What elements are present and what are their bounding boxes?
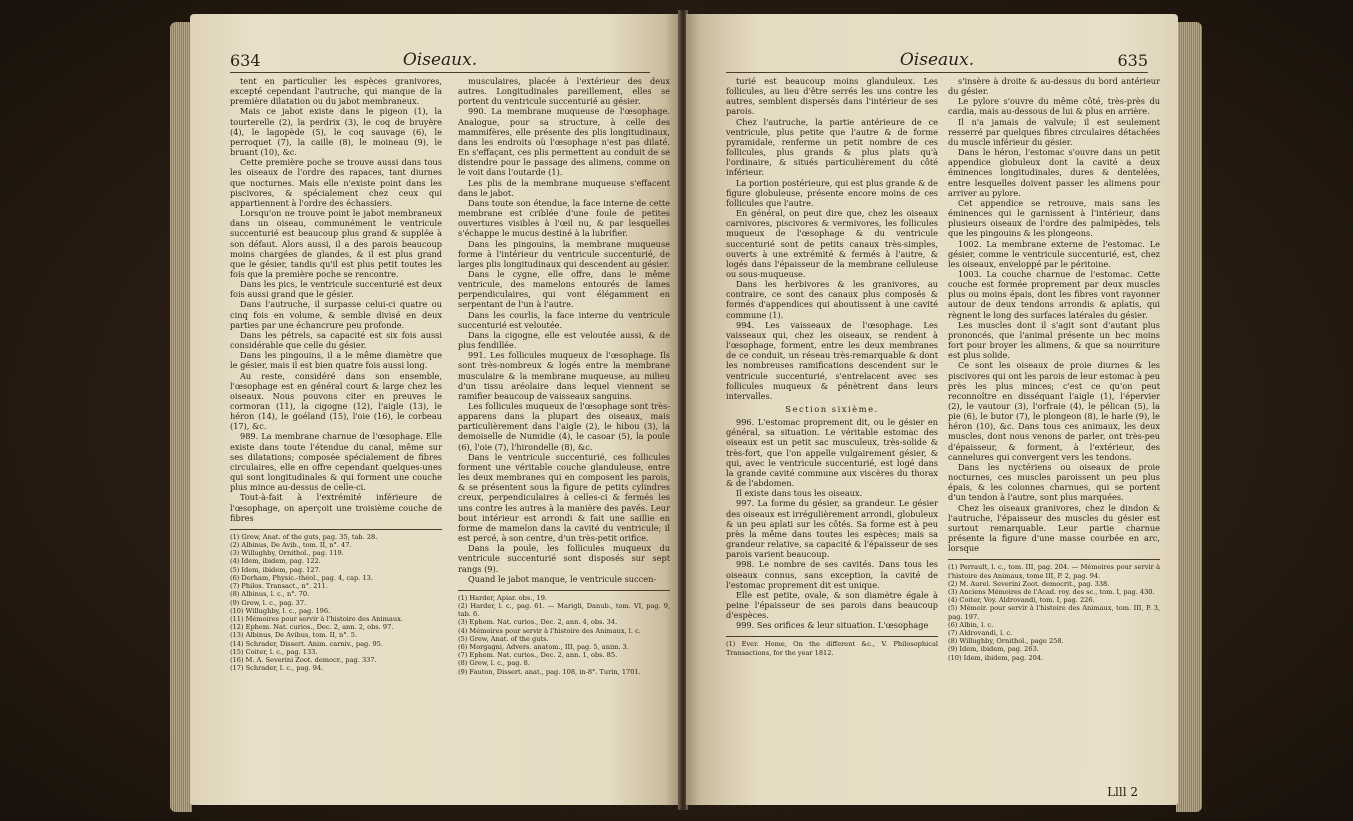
paragraph: Les plis de la membrane muqueuse s'effacent dans le jabot. bbox=[458, 177, 670, 198]
footnote: (10) Idem, ibidem, pag. 204. bbox=[948, 653, 1044, 662]
paragraph: Dans toute son étendue, la face interne de cette membrane est criblée d'une foule de petites ouvertures visibles à l'œil nu, & par lesquelles s'échappe le mucus destiné à la lubrifier. bbox=[458, 197, 670, 239]
paragraph: Elle est petite, ovale, & son diamètre égale à peine l'épaisseur de ses parois dans beaucoup d'espèces. bbox=[726, 589, 938, 621]
footnote: (1) Perrault, l. c., tom. III, pag. 204. — Mémoires pour servir à l'histoire des Animaux, tome III, P. 2, pag. 94. bbox=[948, 563, 1160, 580]
footnote: (7) Aldrovandi, l. c. bbox=[948, 628, 1013, 637]
footnote: (1) Harder, Apiar. obs., 19. bbox=[458, 593, 548, 602]
paragraph: Chez l'autruche, la partie antérieure de ce ventricule, plus petite que l'autre & de forme pyramidale, renferme un petit nombre de ces follicules, plus grands & plus plats qu'à l'ordinaire, & situés particulièrement du côté inférieur. bbox=[726, 116, 938, 178]
footnote: (12) Ephem. Nat. curios., Dec. 2, ann. 2, obs. 97. bbox=[230, 623, 394, 632]
running-title: Oiseaux. bbox=[402, 50, 478, 70]
left-page-edges bbox=[170, 22, 192, 812]
paragraph: En général, on peut dire que, chez les oiseaux carnivores, piscivores & vermivores, les follicules muqueux de l'œsophage & du ventricule succenturié sont de petits canaux très-simples, ouverts à une extrémité & fermés à l'autre, & logés dans l'épaisseur de la membrane celluleuse ou sous-muqueuse. bbox=[726, 208, 938, 279]
footnote: (6) Albin, l. c. bbox=[948, 620, 994, 629]
footnote: (2) Albinus, De Avib., tom. II, n°. 47. bbox=[230, 541, 352, 550]
footnote: (6) Derham, Physic.-théol., pag. 4, cap. 13. bbox=[230, 573, 373, 582]
footnote: (3) Anciens Mémoires de l'Acad. roy. des sc., tom. I, pag. 430. bbox=[948, 587, 1155, 596]
paragraph: musculaires, placée à l'extérieur des deux autres. Longitudinales pareillement, elles se portent du ventricule succenturié au gésier. bbox=[458, 76, 670, 107]
paragraph: Cet appendice se retrouve, mais sans les éminences qui le garnissent à l'intérieur, dans plusieurs oiseaux de l'ordre des palmipèdes, tels que les pingouins & les plongeons. bbox=[948, 197, 1160, 239]
section-heading: Section sixième. bbox=[785, 404, 879, 414]
footnote: (8) Willughby, Ornithol., page 258. bbox=[948, 637, 1064, 646]
footnotes bbox=[230, 529, 442, 672]
footnote: (15) Coiter, l. c., pag. 133. bbox=[230, 647, 318, 656]
footnote: (10) Willughby, l. c., pag. 196. bbox=[230, 606, 331, 615]
left-column-2 bbox=[458, 76, 670, 785]
paragraph: 994. Les vaisseaux de l'œsophage. Les vaisseaux qui, chez les oiseaux, se rendent à l'œsophage, forment, entre les deux membranes de ce conduit, un réseau très-remarquable & dont les nombreuses ramifications descendent sur le ventricule succenturié, s'entrelacent avec ses follicules muqueux & pénètrent dans leurs intervalles. bbox=[726, 319, 938, 401]
footnote: (8) Albinus, l. c., n°. 70. bbox=[230, 590, 310, 599]
right-page bbox=[686, 14, 1178, 805]
footnote: (9) Idem, ibidem, pag. 263. bbox=[948, 645, 1039, 654]
footnote: (3) Ephem. Nat. curios., Dec. 2, ann. 4, obs. 34. bbox=[458, 618, 618, 627]
paragraph: Dans les pétrels, sa capacité est six fois aussi considérable que celle du gésier. bbox=[230, 329, 442, 351]
footnote: (5) Grew, Anat. of the guts. bbox=[458, 634, 549, 643]
right-column-2 bbox=[948, 76, 1160, 785]
paragraph: turié est beaucoup moins glanduleux. Les follicules, au lieu d'être serrés les uns contre les autres, semblent dispersés dans l'intérieur de ses parois. bbox=[726, 76, 938, 117]
footnote: (16) M. A. Severini Zoot. democr., pag. 337. bbox=[230, 655, 377, 664]
paragraph: Dans les nyctériens ou oiseaux de proie nocturnes, ces muscles paroissent un peu plus épais, & les colonnes charnues, qui se portent d'un tendon à l'autre, sont plus marquées. bbox=[948, 461, 1160, 503]
footnote: (9) Grew, l. c., pag. 37. bbox=[230, 598, 307, 607]
paragraph: 997. La forme du gésier, sa grandeur. Le gésier des oiseaux est irrégulièrement arrondi, globuleux & un peu aplati sur les côtés. Sa forme est à peu près la même dans toutes les espèces; mais sa grandeur relative, sa capacité & l'épaisseur de ses parois varient beaucoup. bbox=[726, 498, 938, 560]
paragraph: Les muscles dont il s'agit sont d'autant plus prononcés, que l'animal présente un bec moins fort pour broyer les alimens, & que sa nourriture est plus solide. bbox=[948, 319, 1160, 361]
footnote: (4) Idem, ibidem, pag. 122. bbox=[230, 557, 321, 566]
footnotes bbox=[948, 559, 1160, 661]
paragraph: Dans les pingouins, il a le même diamètre que le gésier, mais il est bien quatre fois aussi long. bbox=[230, 350, 442, 371]
paragraph: Dans le ventricule succenturié, ces follicules forment une véritable couche glanduleuse, entre les deux membranes qui en composent les parois, & se présentent sous la figure de petits cylindres creux, perpendiculaires à celles-ci & fermés les uns contre les autres à la manière des pavés. Leur bout intérieur est arrondi & fait une saillie en forme de mamelon dans la cavité du ventricule; il est percé, à son centre, d'un très-petit orifice. bbox=[458, 451, 670, 544]
paragraph: 1003. La couche charnue de l'estomac. Cette couche est formée proprement par deux muscles plus ou moins épais, dont les fibres vont rayonner autour de deux tendons arrondis & aplatis, qui règnent le long des surfaces latérales du gésier. bbox=[948, 268, 1160, 320]
footnote: (4) Mémoires pour servir à l'histoire des Animaux, l. c. bbox=[458, 626, 641, 635]
footnote: (1) Ever. Home, On the different &c., V. Philosophical Transactions, for the year 1812. bbox=[726, 640, 938, 657]
paragraph: Cette première poche se trouve aussi dans tous les oiseaux de l'ordre des rapaces, tant diurnes que nocturnes. Mais elle n'existe point dans les piscivores, & spécialement chez ceux qui appartiennent à l'ordre des échassiers. bbox=[230, 157, 442, 208]
footnote: (6) Morgagni, Advers. anatom., III, pag. 5, anim. 3. bbox=[458, 643, 629, 652]
footnote: (2) M. Aurel. Severini Zoot. democrit., pag. 338. bbox=[948, 579, 1110, 588]
paragraph: Dans les herbivores & les granivores, au contraire, ce sont des canaux plus composés & formés d'appendices qui aboutissent à une cavité commune (1). bbox=[726, 279, 938, 320]
left-page-header bbox=[230, 50, 650, 73]
paragraph: Tout-à-fait à l'extrémité inférieure de l'œsophage, on aperçoit une troisième couche de fibres bbox=[230, 492, 442, 523]
footnote: (4) Coiter, Voy. Aldrovandi, tom. I, pag. 226. bbox=[948, 596, 1095, 605]
signature-mark: Llll 2 bbox=[1107, 785, 1138, 799]
paragraph: Dans l'autruche, il surpasse celui-ci quatre ou cinq fois en volume, & semble divisé en deux parties par une échancrure peu profonde. bbox=[230, 299, 442, 330]
left-column-1 bbox=[230, 76, 442, 785]
page-number: 634 bbox=[230, 51, 261, 70]
paragraph: Dans les pingouins, la membrane muqueuse forme à l'intérieur du ventricule succenturié, de larges plis longitudinaux qui descendent au gésier. bbox=[458, 238, 670, 269]
footnote: (5) Idem, ibidem, pag. 127. bbox=[230, 565, 321, 574]
paragraph: Ce sont les oiseaux de proie diurnes & les piscivores qui ont les parois de leur estomac à peu près les plus minces; c'est ce qu'on peut reconnoître en disséquant l'aigle (1), l'épervier (2), le vautour (3), l'orfraie (4), le pélican (5), la pie (6), le butor (7), le plongeon (8), le harle (9), le héron (10), &c. Dans tous ces animaux, les deux muscles, dont nous venons de parler, ont très-peu d'épaisseur, & forment, à l'extérieur, des cannelures qui convergent vers les tendons. bbox=[948, 360, 1160, 462]
footnote: (17) Schrader, l. c., pag. 94. bbox=[230, 664, 324, 673]
footnote: (1) Grew, Anat. of the guts, pag. 35, tab. 28. bbox=[230, 532, 378, 541]
footnote: (14) Schrader, Dissert. Anim. carniv., pag. 95. bbox=[230, 639, 383, 648]
paragraph: 990. La membrane muqueuse de l'œsophage. Analogue, pour sa structure, à celle des mammifères, elle présente des plis longitudinaux, dans les endroits où l'œsophage n'est pas dilaté. En s'effaçant, ces plis permettent au conduit de se distendre pour le passage des alimens, comme on le voit dans l'outarde (1). bbox=[458, 106, 670, 178]
footnote: (9) Fauton, Dissert. anat., pag. 108, in-8°. Turin, 1701. bbox=[458, 667, 641, 676]
paragraph: 996. L'estomac proprement dit, ou le gésier en général, sa situation. Le véritable estomac des oiseaux est un petit sac musculeux, très-solide & très-fort, que l'on appelle vulgairement gésier, & qui, avec le ventricule succenturié, est logé dans la grande cavité commune aux viscères du thorax & de l'abdomen. bbox=[726, 417, 938, 489]
paragraph: Dans le cygne, elle offre, dans le même ventricule, des mamelons entourés de lames perpendiculaires, qui vont élégamment en serpentant de l'un à l'autre. bbox=[458, 268, 670, 310]
paragraph: Chez les oiseaux granivores, chez le dindon & l'autruche, l'épaisseur des muscles du gésier est surtout remarquable. Leur partie charnue présente la figure d'une masse courbée en arc, lorsque bbox=[948, 502, 1160, 554]
footnote: (3) Willughby, Ornithol., pag. 119. bbox=[230, 549, 344, 558]
footnote: (13) Albinus, De Avibus, tom. II, n°. 5. bbox=[230, 631, 358, 640]
paragraph: Dans la cigogne, elle est veloutée aussi, & de plus fendillée. bbox=[458, 329, 670, 351]
paragraph: Il n'a jamais de valvule; il est seulement resserré par quelques fibres circulaires détachées du muscle inférieur du gésier. bbox=[948, 116, 1160, 147]
paragraph: tent en particulier les espèces granivores, excepté cependant l'autruche, qui manque de la première dilatation ou du jabot membraneux. bbox=[230, 76, 442, 107]
footnotes bbox=[458, 590, 670, 676]
paragraph: Il existe dans tous les oiseaux. bbox=[736, 488, 863, 499]
running-title: Oiseaux. bbox=[899, 50, 975, 70]
paragraph: Dans le héron, l'estomac s'ouvre dans un petit appendice globuleux dont la cavité a deux éminences longitudinales, dures & dentelées, entre lesquelles doivent passer les alimens pour arriver au pylore. bbox=[948, 147, 1160, 198]
footnote: (5) Mémoir. pour servir à l'histoire des Animaux, tom. III, P. 3, pag. 197. bbox=[948, 604, 1160, 621]
paragraph: La portion postérieure, qui est plus grande & de figure globuleuse, présente encore moins de ces follicules que l'autre. bbox=[726, 177, 938, 208]
right-page-edges bbox=[1176, 22, 1202, 812]
page-number: 635 bbox=[1117, 51, 1148, 70]
footnotes bbox=[726, 636, 938, 656]
paragraph: s'insère à droite & au-dessus du bord antérieur du gésier. bbox=[948, 76, 1160, 97]
right-page-header bbox=[726, 50, 1148, 73]
left-page bbox=[190, 14, 680, 805]
paragraph: Dans les courlis, la face interne du ventricule succenturié est veloutée. bbox=[458, 309, 670, 330]
right-column-1 bbox=[726, 76, 938, 785]
footnote: (11) Mémoires pour servir à l'histoire des Animaux. bbox=[230, 614, 403, 623]
footnote: (7) Philos. Transact., n°. 211. bbox=[230, 582, 328, 591]
paragraph: Lorsqu'on ne trouve point le jabot membraneux dans un oiseau, communément le ventricule succenturié est beaucoup plus grand & supplée à son défaut. Alors aussi, il a des parois beaucoup moins chargées de glandes, & il est plus grand que le gésier, tandis qu'il est plus petit toutes les fois que la première poche se rencontre. bbox=[230, 208, 442, 279]
paragraph: Dans la poule, les follicules muqueux du ventricule succenturié sont disposés sur sept rangs (9). bbox=[458, 543, 670, 574]
paragraph: 999. Ses orifices & leur situation. L'œsophage bbox=[736, 620, 929, 631]
paragraph: 1002. La membrane externe de l'estomac. Le gésier, comme le ventricule succenturié, est, chez les oiseaux, enveloppé par le péritoine. bbox=[948, 238, 1160, 269]
footnote: (2) Harder, l. c., pag. 61. — Marigli, Danub., tom. VI, pag. 9, tab. 6. bbox=[458, 602, 670, 619]
paragraph: 991. Les follicules muqueux de l'œsophage. Ils sont très-nombreux & logés entre la membrane musculaire & la membrane muqueuse, au milieu d'un tissu aréolaire dans lequel viennent se ramifier beaucoup de vaisseaux sanguins. bbox=[458, 350, 670, 401]
paragraph: Quand le jabot manque, le ventricule succen- bbox=[468, 573, 657, 584]
paragraph: Dans les pics, le ventricule succenturié est deux fois aussi grand que le gésier. bbox=[230, 279, 442, 300]
footnote: (7) Ephem. Nat. curios., Dec. 2, ann. 1, obs. 85. bbox=[458, 651, 618, 660]
paragraph: Le pylore s'ouvre du même côté, très-près du cardia, mais au-dessous de lui & plus en arrière. bbox=[948, 96, 1160, 117]
paragraph: Les follicules muqueux de l'œsophage sont très-apparens dans la plupart des oiseaux, mais particulièrement dans l'aigle (2), le hibou (3), la demoiselle de Numidie (4), le casoar (5), la poule (6), l'oie (7), l'hirondelle (8), &c. bbox=[458, 401, 670, 452]
paragraph: 998. Le nombre de ses cavités. Dans tous les oiseaux connus, sans exception, la cavité de l'estomac proprement dit est unique. bbox=[726, 559, 938, 590]
footnote: (8) Grew, l. c., pag. 8. bbox=[458, 659, 530, 668]
paragraph: Mais ce jabot existe dans le pigeon (1), la tourterelle (2), la perdrix (3), le coq de bruyère (4), le lagopède (5), le coq sauvage (6), le perroquet (7), la caille (8), le moineau (9), le bruant (10), &c. bbox=[230, 106, 442, 158]
paragraph: 989. La membrane charnue de l'œsophage. Elle existe dans toute l'étendue du canal, même sur ses dilatations; composée spécialement de fibres circulaires, elle en offre cependant quelques-unes qui sont longitudinales & qui forment une couche plus mince au-dessus de celle-ci. bbox=[230, 431, 442, 493]
paragraph: Au reste, considéré dans son ensemble, l'œsophage est en général court & large chez les oiseaux. Nous pouvons citer en preuves le cormoran (11), la cigogne (12), l'aigle (13), le héron (14), le goéland (15), l'oie (16), le corbeau (17), &c. bbox=[230, 370, 442, 432]
